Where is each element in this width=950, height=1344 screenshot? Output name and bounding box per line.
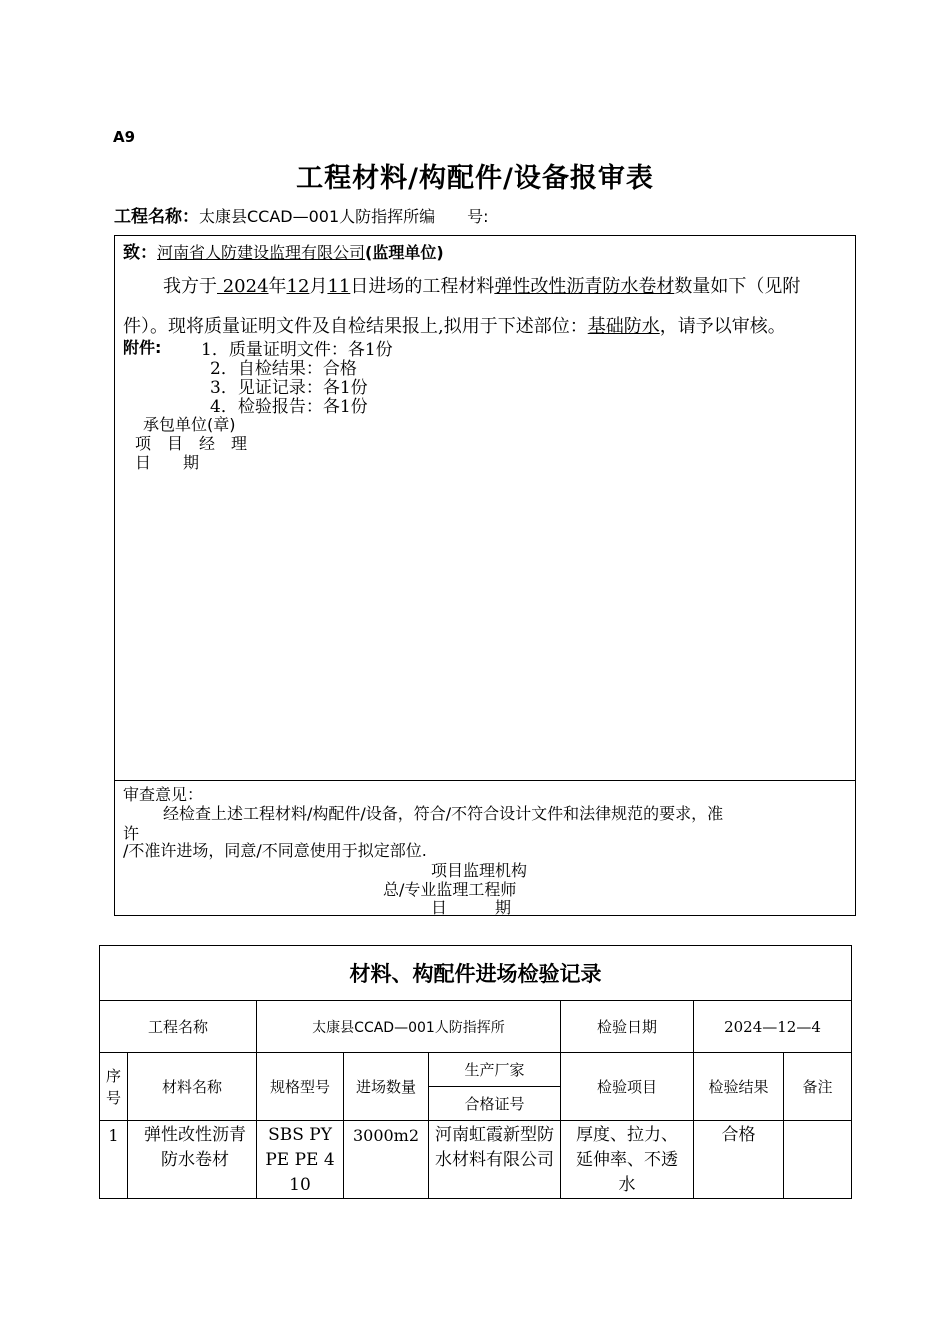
inspect-date-value: 2024—12—4 (694, 1001, 852, 1053)
row-item: 厚度、拉力、延伸率、不透水 (561, 1121, 694, 1199)
body-text: ，请予以审核。 (659, 316, 786, 337)
body-text: 件）。现将质量证明文件及自检结果报上,拟用于下述部位： (123, 316, 588, 337)
body-text: 日进场的工程材料 (350, 276, 495, 297)
manager-label: 项 目 经 理 (135, 434, 248, 453)
attachment-item: 2．自检结果：合格 (210, 359, 357, 379)
row-name: 弹性改性沥青防水卷材 (128, 1121, 257, 1199)
review-line-2: 许 (123, 824, 140, 843)
number-label: 编 号: (419, 207, 489, 226)
project-name: 太康县CCAD—001人防指挥所 (199, 207, 420, 226)
body-text: 我方于 (163, 276, 217, 297)
project-label: 工程名称： (114, 207, 199, 227)
location-value: 基础防水 (587, 316, 660, 337)
submission-section (114, 235, 856, 781)
inspection-record-table (99, 945, 852, 1199)
to-label: 致： (123, 243, 157, 263)
review-label: 审查意见： (123, 785, 204, 804)
body-text: 月 (309, 276, 328, 297)
header-result: 检验结果 (694, 1053, 784, 1121)
row-qty: 3000m2 (344, 1121, 429, 1199)
header-maker: 生产厂家 (429, 1053, 561, 1087)
form-code: A9 (113, 128, 136, 146)
project-label-cell: 工程名称 (100, 1001, 257, 1053)
attach-label: 附件: (123, 338, 162, 357)
header-qty: 进场数量 (344, 1053, 429, 1121)
material-name: 弹性改性沥青防水卷材 (494, 276, 675, 297)
header-spec: 规格型号 (257, 1053, 344, 1121)
date-label: 日 期 (135, 453, 200, 472)
attachment-item: 3．见证记录：各1份 (210, 378, 368, 398)
header-item: 检验项目 (561, 1053, 694, 1121)
contractor-label: 承包单位(章) (143, 415, 236, 434)
attachment-item: 1．质量证明文件：各1份 (201, 340, 393, 360)
project-name-cell: 太康县CCAD—001人防指挥所 (257, 1001, 561, 1053)
inspect-date-label: 检验日期 (561, 1001, 694, 1053)
row-seq: 1 (100, 1121, 128, 1199)
header-cert: 合格证号 (429, 1087, 561, 1121)
row-note (784, 1121, 852, 1199)
to-unit: 河南省人防建设监理有限公司 (157, 243, 366, 262)
body-text: 数量如下（见附 (674, 276, 801, 297)
year-value: 2024 (217, 276, 269, 297)
body-text: 年 (268, 276, 287, 297)
to-line (123, 238, 444, 263)
supervision-org-label: 项目监理机构 (431, 861, 528, 880)
review-line-1: 经检查上述工程材料/构配件/设备，符合/不符合设计文件和法律规范的要求，准 (163, 804, 724, 823)
record-title: 材料、构配件进场检验记录 (100, 946, 852, 1001)
header-name: 材料名称 (128, 1053, 257, 1121)
header-note: 备注 (784, 1053, 852, 1121)
attachment-item: 4．检验报告：各1份 (210, 397, 368, 417)
body-line-1 (163, 272, 800, 298)
row-result: 合格 (694, 1121, 784, 1199)
day-value: 11 (327, 276, 351, 297)
page-title: 工程材料/构配件/设备报审表 (296, 163, 654, 194)
month-value: 12 (286, 276, 310, 297)
header-seq: 序号 (100, 1053, 128, 1121)
to-suffix: (监理单位) (365, 243, 444, 262)
project-line (114, 202, 489, 227)
engineer-label: 总/专业监理工程师 (383, 880, 517, 899)
table-row (100, 1121, 852, 1199)
review-section (114, 780, 856, 916)
review-date-label: 日 期 (431, 898, 512, 917)
row-spec: SBS PY PE PE 4 10 (257, 1121, 344, 1199)
review-line-3: /不准许进场，同意/不同意使用于拟定部位. (123, 841, 427, 860)
row-maker: 河南虹霞新型防水材料有限公司 (429, 1121, 561, 1199)
